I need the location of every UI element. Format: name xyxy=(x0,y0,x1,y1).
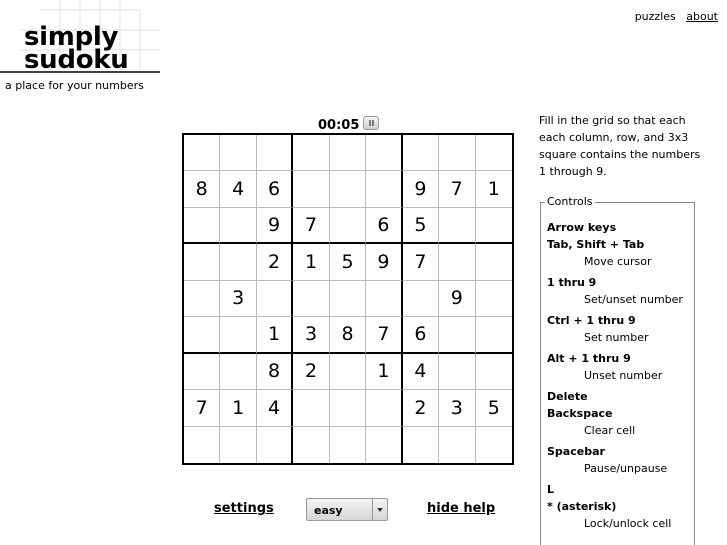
control-description: Lock/unlock cell xyxy=(584,517,672,530)
grid-cell[interactable] xyxy=(330,208,366,244)
grid-cell[interactable] xyxy=(184,135,220,171)
grid-cell[interactable] xyxy=(257,135,293,171)
grid-cell[interactable]: 7 xyxy=(439,171,475,207)
grid-cell[interactable] xyxy=(366,390,402,426)
grid-cell[interactable] xyxy=(439,317,475,353)
grid-cell[interactable]: 5 xyxy=(403,208,439,244)
grid-cell[interactable] xyxy=(476,208,512,244)
difficulty-select[interactable] xyxy=(306,498,388,521)
difficulty-value: easy xyxy=(314,504,343,517)
grid-cell[interactable] xyxy=(220,427,256,463)
grid-cell[interactable] xyxy=(330,427,366,463)
control-description: Unset number xyxy=(584,369,663,382)
grid-cell[interactable]: 1 xyxy=(476,171,512,207)
grid-cell[interactable]: 7 xyxy=(293,208,329,244)
grid-cell[interactable] xyxy=(476,317,512,353)
grid-cell[interactable]: 1 xyxy=(366,354,402,390)
grid-cell[interactable] xyxy=(184,354,220,390)
grid-cell[interactable]: 7 xyxy=(403,244,439,280)
grid-cell[interactable] xyxy=(293,135,329,171)
hide-help-link[interactable]: hide help xyxy=(427,501,496,516)
grid-cell[interactable] xyxy=(184,281,220,317)
grid-cell[interactable] xyxy=(403,281,439,317)
grid-cell[interactable] xyxy=(330,171,366,207)
grid-cell[interactable] xyxy=(366,171,402,207)
grid-cell[interactable] xyxy=(403,135,439,171)
grid-cell[interactable] xyxy=(366,427,402,463)
grid-cell[interactable]: 9 xyxy=(257,208,293,244)
grid-cell[interactable]: 6 xyxy=(403,317,439,353)
pause-icon[interactable] xyxy=(363,116,379,130)
grid-cell[interactable] xyxy=(330,281,366,317)
settings-link[interactable]: settings xyxy=(214,501,274,516)
grid-cell[interactable] xyxy=(184,244,220,280)
control-key: Spacebar xyxy=(547,445,605,458)
control-key: Delete xyxy=(547,390,588,403)
grid-cell[interactable]: 4 xyxy=(257,390,293,426)
grid-cell[interactable] xyxy=(257,427,293,463)
grid-cell[interactable]: 8 xyxy=(330,317,366,353)
grid-cell[interactable] xyxy=(476,427,512,463)
grid-cell[interactable]: 8 xyxy=(184,171,220,207)
sudoku-grid xyxy=(182,133,514,465)
top-nav xyxy=(628,10,718,23)
grid-cell[interactable]: 6 xyxy=(366,208,402,244)
grid-cell[interactable]: 4 xyxy=(403,354,439,390)
grid-cell[interactable] xyxy=(476,135,512,171)
grid-cell[interactable] xyxy=(403,427,439,463)
grid-cell[interactable] xyxy=(220,135,256,171)
control-key: 1 thru 9 xyxy=(547,276,597,289)
control-description: Clear cell xyxy=(584,424,636,437)
grid-cell[interactable]: 9 xyxy=(366,244,402,280)
grid-cell[interactable] xyxy=(330,135,366,171)
control-description: Set/unset number xyxy=(584,293,683,306)
control-key: Backspace xyxy=(547,407,613,420)
control-key: Tab, Shift + Tab xyxy=(547,238,645,251)
grid-cell[interactable]: 5 xyxy=(330,244,366,280)
control-key: Alt + 1 thru 9 xyxy=(547,352,631,365)
control-description: Set number xyxy=(584,331,649,344)
grid-cell[interactable]: 7 xyxy=(184,390,220,426)
grid-cell[interactable]: 1 xyxy=(220,390,256,426)
control-description: Pause/unpause xyxy=(584,462,668,475)
grid-cell[interactable] xyxy=(293,281,329,317)
grid-cell[interactable] xyxy=(220,354,256,390)
grid-cell[interactable]: 5 xyxy=(476,390,512,426)
logo-word-sudoku: sudoku xyxy=(24,45,129,75)
grid-cell[interactable] xyxy=(293,171,329,207)
grid-cell[interactable] xyxy=(184,317,220,353)
dropdown-arrow-icon[interactable] xyxy=(372,499,387,520)
grid-cell[interactable]: 8 xyxy=(257,354,293,390)
grid-cell[interactable]: 3 xyxy=(220,281,256,317)
grid-cell[interactable]: 4 xyxy=(220,171,256,207)
grid-cell[interactable]: 9 xyxy=(439,281,475,317)
grid-cell[interactable] xyxy=(293,427,329,463)
grid-cell[interactable]: 3 xyxy=(439,390,475,426)
grid-cell[interactable]: 7 xyxy=(366,317,402,353)
grid-cell[interactable] xyxy=(366,281,402,317)
grid-cell[interactable] xyxy=(439,208,475,244)
grid-cell[interactable]: 1 xyxy=(293,244,329,280)
control-key: Arrow keys xyxy=(547,221,617,234)
grid-cell[interactable]: 2 xyxy=(257,244,293,280)
grid-cell[interactable] xyxy=(220,208,256,244)
grid-cell[interactable] xyxy=(476,244,512,280)
grid-cell[interactable]: 1 xyxy=(257,317,293,353)
grid-cell[interactable] xyxy=(366,135,402,171)
nav-puzzles-link[interactable]: puzzles xyxy=(634,10,676,23)
grid-cell[interactable] xyxy=(184,208,220,244)
logo xyxy=(0,0,162,76)
grid-cell[interactable] xyxy=(439,135,475,171)
grid-cell[interactable] xyxy=(439,244,475,280)
grid-cell[interactable]: 2 xyxy=(403,390,439,426)
controls-panel xyxy=(540,195,695,545)
help-intro: Fill in the grid so that each each column, row, and 3x3 square contains the numbers 1 through 9. xyxy=(539,114,701,178)
grid-cell[interactable] xyxy=(476,281,512,317)
control-description: Move cursor xyxy=(584,255,652,268)
grid-cell[interactable] xyxy=(220,244,256,280)
grid-cell[interactable] xyxy=(330,354,366,390)
grid-cell[interactable] xyxy=(220,317,256,353)
nav-about-link[interactable]: about xyxy=(686,10,718,23)
grid-cell[interactable] xyxy=(439,427,475,463)
grid-cell[interactable] xyxy=(293,390,329,426)
control-key: L xyxy=(547,483,555,496)
grid-cell[interactable] xyxy=(257,281,293,317)
control-key: * (asterisk) xyxy=(547,500,617,513)
tagline: a place for your numbers xyxy=(5,79,144,92)
grid-cell[interactable]: 9 xyxy=(403,171,439,207)
grid-cell[interactable] xyxy=(184,427,220,463)
grid-cell[interactable] xyxy=(439,354,475,390)
grid-cell[interactable]: 6 xyxy=(257,171,293,207)
grid-cell[interactable]: 2 xyxy=(293,354,329,390)
controls-title: Controls xyxy=(547,195,593,208)
control-key: Ctrl + 1 thru 9 xyxy=(547,314,636,327)
grid-cell[interactable]: 3 xyxy=(293,317,329,353)
grid-cell[interactable] xyxy=(330,390,366,426)
grid-cell[interactable] xyxy=(476,354,512,390)
logo-word-simply: simply xyxy=(24,22,119,52)
timer: 00:05 xyxy=(318,118,360,133)
